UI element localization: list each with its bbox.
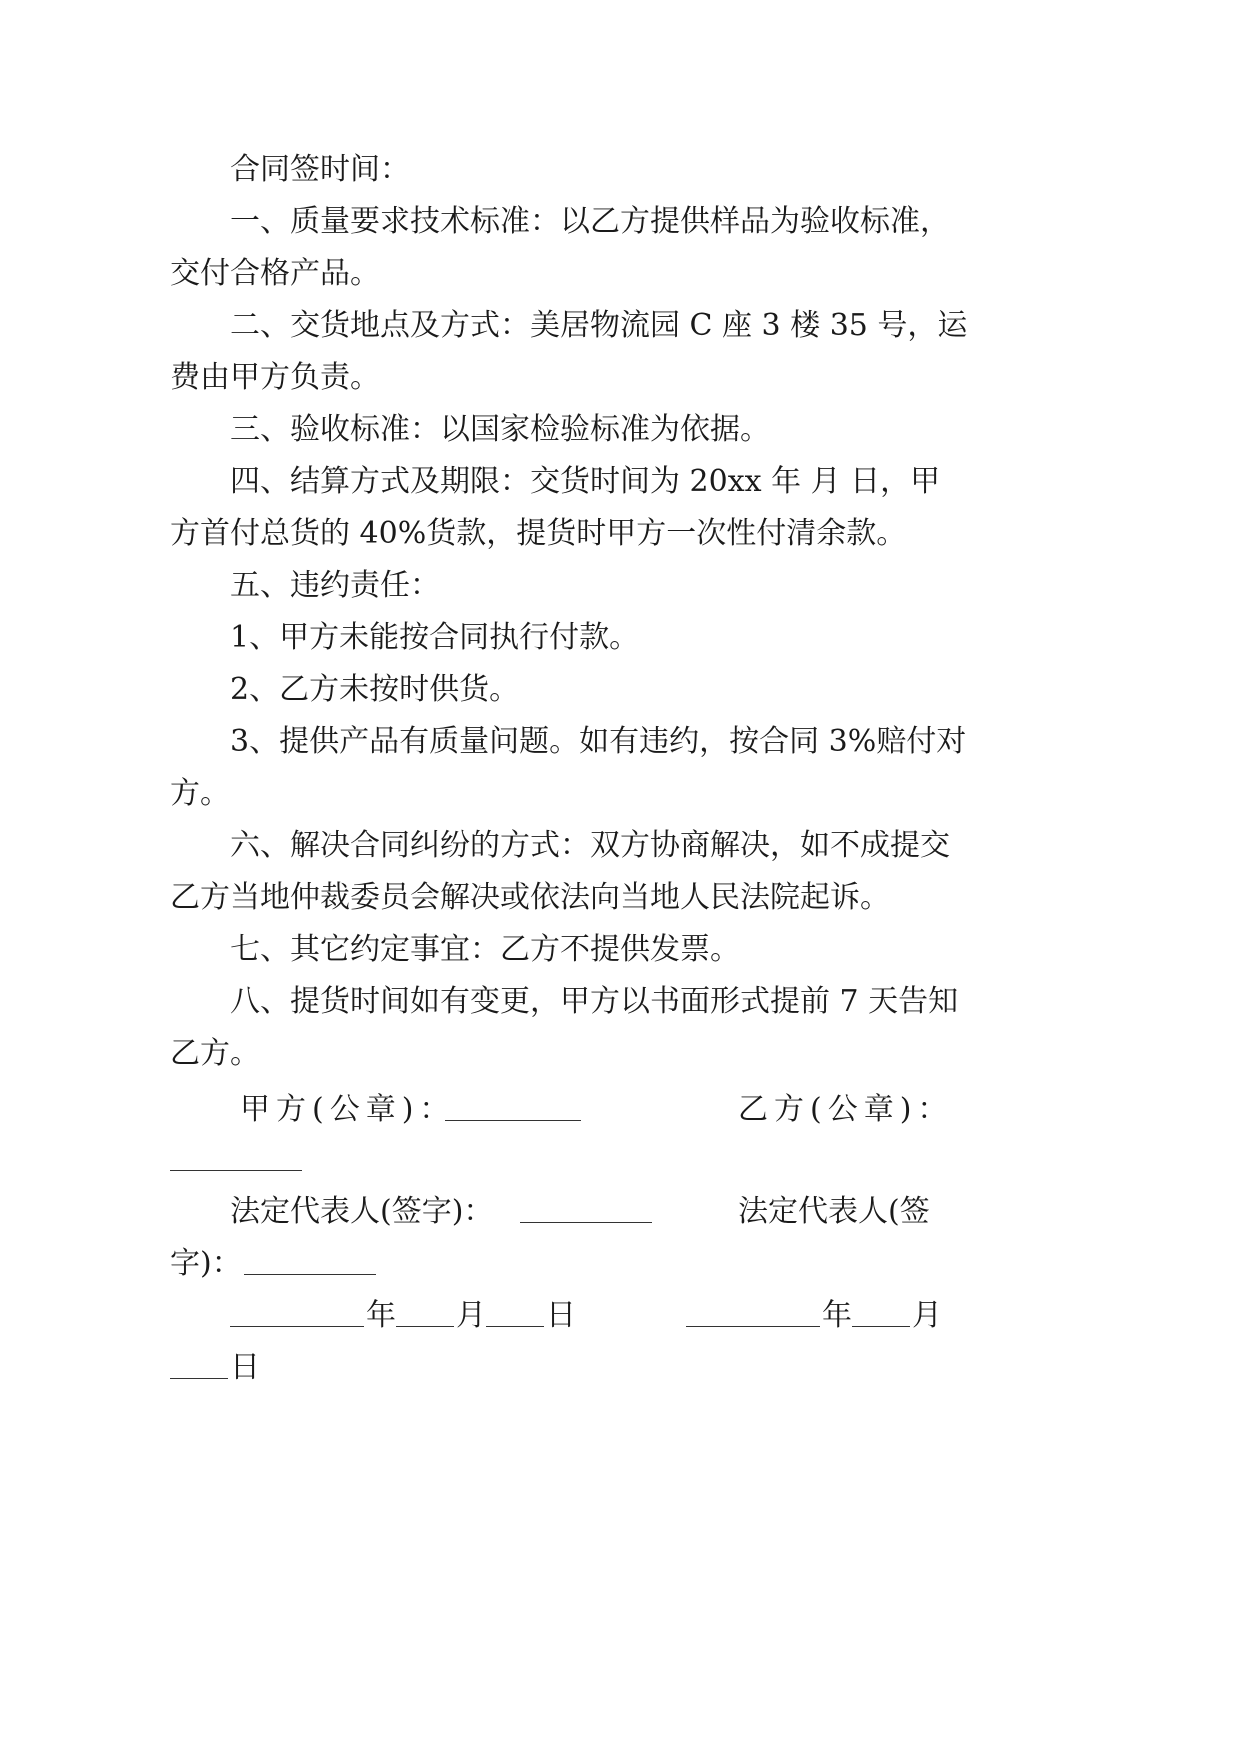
clause-6-line-2: 乙方当地仲裁委员会解决或依法向当地人民法院起诉。 <box>170 880 890 915</box>
date-a-day-label: 日 <box>546 1298 576 1333</box>
clause-7-line: 七、其它约定事宜：乙方不提供发票。 <box>230 932 740 967</box>
date-a-day-blank[interactable] <box>486 1298 544 1327</box>
clause-8-line-1: 八、提货时间如有变更，甲方以书面形式提前 7 天告知 <box>230 984 959 1019</box>
clause-3-line: 三、验收标准：以国家检验标准为依据。 <box>230 412 770 447</box>
rep-a-signature-blank[interactable] <box>520 1194 652 1223</box>
clause-4-line-1: 四、结算方式及期限：交货时间为 20xx 年 月 日，甲 <box>230 464 941 499</box>
date-b-year-blank[interactable] <box>686 1298 820 1327</box>
party-a-seal-blank[interactable] <box>445 1092 581 1121</box>
clause-5-item-3-line-1: 3、提供产品有质量问题。如有违约，按合同 3%赔付对 <box>230 724 967 759</box>
date-b-month-blank[interactable] <box>852 1298 910 1327</box>
date-a-month-blank[interactable] <box>396 1298 454 1327</box>
date-b-day-blank[interactable] <box>170 1350 228 1379</box>
clause-2-line-1: 二、交货地点及方式：美居物流园 C 座 3 楼 35 号，运 <box>230 308 968 343</box>
date-b-month-label: 月 <box>912 1298 942 1333</box>
date-a-month-label: 月 <box>456 1298 486 1333</box>
clause-8-line-2: 乙方。 <box>170 1036 260 1071</box>
date-a-year-blank[interactable] <box>230 1298 364 1327</box>
party-a-seal-label: 甲方(公章)： <box>240 1092 456 1127</box>
clause-2-line-2: 费由甲方负责。 <box>170 360 380 395</box>
clause-4-line-2: 方首付总货的 40%货款，提货时甲方一次性付清余款。 <box>170 516 907 551</box>
clause-1-line-1: 一、质量要求技术标准：以乙方提供样品为验收标准， <box>230 204 950 239</box>
rep-b-signature-blank[interactable] <box>244 1246 376 1275</box>
rep-b-label-line-2: 字)： <box>170 1246 242 1281</box>
clause-6-line-1: 六、解决合同纠纷的方式：双方协商解决，如不成提交 <box>230 828 950 863</box>
clause-5-item-2: 2、乙方未按时供货。 <box>230 672 520 707</box>
rep-a-label: 法定代表人(签字)： <box>230 1194 494 1229</box>
clause-5-item-3-line-2: 方。 <box>170 776 230 811</box>
sign-time-line: 合同签时间： <box>230 152 410 187</box>
date-b-day-label: 日 <box>230 1350 260 1385</box>
rep-b-label-line-1: 法定代表人(签 <box>738 1194 930 1229</box>
date-a-year-label: 年 <box>366 1298 396 1333</box>
clause-5-item-1: 1、甲方未能按合同执行付款。 <box>230 620 640 655</box>
party-b-seal-blank[interactable] <box>170 1142 302 1171</box>
clause-1-line-2: 交付合格产品。 <box>170 256 380 291</box>
date-b-year-label: 年 <box>822 1298 852 1333</box>
party-b-seal-label: 乙方(公章)： <box>738 1092 954 1127</box>
clause-5-heading: 五、违约责任： <box>230 568 440 603</box>
